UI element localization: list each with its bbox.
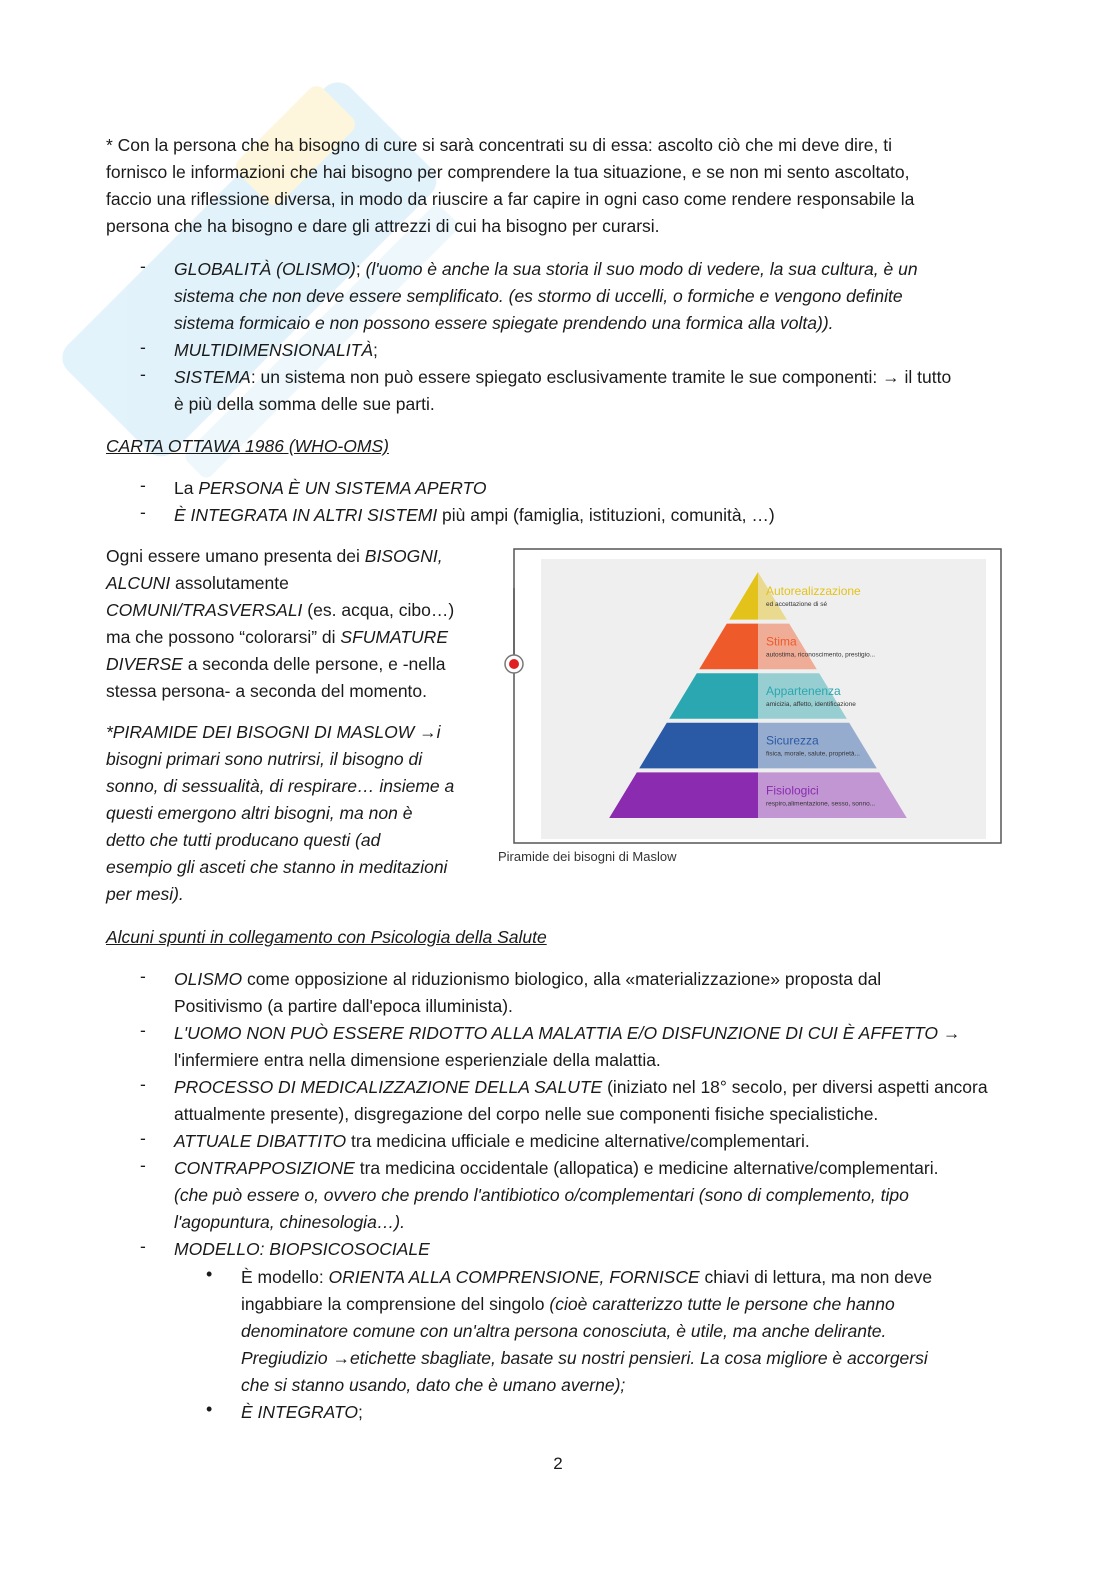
heading-carta-ottawa: CARTA OTTAWA 1986 (WHO-OMS)	[106, 436, 389, 456]
intro-line-2: fornisco le informazioni che hai bisogno per comprendere la tua situazione, e se non mi sento ascoltato,	[106, 162, 910, 182]
uomo-malattia-text-2: l'infermiere entra nella dimensione esperienziale della malattia.	[174, 1050, 661, 1070]
side-line-5	[106, 651, 486, 678]
arrow-icon: →	[938, 1023, 961, 1043]
list-item-integrata	[174, 502, 1014, 529]
side-bisogni: BISOGNI	[364, 546, 438, 566]
side-comuni: COMUNI/TRASVERSALI	[106, 600, 303, 620]
pyramid-level-title: Fisiologici	[766, 783, 819, 798]
pyramid-level-title: Stima	[766, 634, 797, 649]
side-diverse: DIVERSE	[106, 654, 183, 674]
bullet-modello-line-4: Pregiudizio →etichette sbagliate, basate su nostri pensieri. La cosa migliore è accorgersi	[241, 1348, 928, 1368]
maslow-pyramid-figure	[494, 548, 1002, 844]
multi-separator: ;	[373, 340, 378, 360]
list-item-olismo	[174, 966, 1014, 993]
contrapposizione-label: CONTRAPPOSIZIONE	[174, 1158, 355, 1178]
contrapposizione-text-2: (che può essere o, ovvero che prendo l'antibiotico o/complementari (sono di complemento, tipo	[174, 1185, 909, 1205]
globalita-text-1: (l'uomo è anche la sua storia il suo modo di vedere, la sua cultura, è un	[365, 259, 918, 279]
sistema-text-1: : un sistema non può essere spiegato esclusivamente tramite le sue componenti: → il tutto	[250, 367, 952, 387]
dash-bullet: -	[140, 502, 146, 522]
integrato-sep: ;	[358, 1402, 363, 1422]
maslow-line-4: questi emergono altri bisogni, ma non è	[106, 803, 413, 823]
side-alcuni: ALCUNI	[106, 573, 171, 593]
list-item-persona-sistema-aperto	[174, 475, 1014, 502]
bullet-text: chiavi di lettura, ma non deve	[699, 1267, 933, 1287]
bullet-icon: •	[206, 1264, 213, 1284]
bullet-modello-line-2	[241, 1291, 1011, 1318]
pyramid-level-subtitle: amicizia, affetto, identificazione	[766, 701, 856, 709]
bullet-text: ingabbiare la comprensione del singolo	[241, 1294, 550, 1314]
sistema-label: SISTEMA	[174, 367, 251, 387]
persona-prefix: La	[174, 478, 199, 498]
bullet-integrato	[241, 1399, 1011, 1426]
maslow-line-1: *PIRAMIDE DEI BISOGNI DI MASLOW →i	[106, 722, 441, 742]
intro-line-3: faccio una riflessione diversa, in modo da riuscire a far capire in ogni caso come rendere responsabile la	[106, 189, 915, 209]
uomo-malattia-label: L'UOMO NON PUÒ ESSERE RIDOTTO ALLA MALATTIA E/O DISFUNZIONE DI CUI È AFFETTO	[174, 1023, 939, 1043]
maslow-line-2: bisogni primari sono nutrirsi, il bisogno di	[106, 749, 423, 769]
dash-bullet: -	[140, 1155, 146, 1175]
dash-bullet: -	[140, 1236, 146, 1256]
intro-line-1: * Con la persona che ha bisogno di cure si sarà concentrati su di essa: ascolto ciò che mi deve dire, ti	[106, 135, 892, 155]
dibattito-text: tra medicina ufficiale e medicine alternative/complementari.	[346, 1131, 810, 1151]
bullet-modello-line-3: denominatore comune con un'altra persona conosciuta, è utile, ma anche delirante.	[241, 1321, 887, 1341]
list-item-dibattito	[174, 1128, 1014, 1155]
olismo-text-1: come opposizione al riduzionismo biologico, alla «materializzazione» proposta dal	[242, 969, 882, 989]
globalita-separator: ;	[355, 259, 366, 279]
page-number: 2	[553, 1454, 563, 1473]
pyramid-level-title: Autorealizzazione	[766, 583, 861, 598]
persona-sistema-aperto: PERSONA È UN SISTEMA APERTO	[198, 478, 487, 498]
figure-pin-icon	[509, 659, 519, 669]
bullet-text: È modello:	[241, 1267, 329, 1287]
dibattito-label: ATTUALE DIBATTITO	[174, 1131, 347, 1151]
bullet-text-italic: (cioè caratterizzo tutte le persone che hanno	[549, 1294, 895, 1314]
contrapposizione-text-3: l'agopuntura, chinesologia…).	[174, 1212, 405, 1232]
medicalizzazione-label: PROCESSO DI MEDICALIZZAZIONE DELLA SALUTE	[174, 1077, 603, 1097]
list-item-globalita	[174, 256, 1014, 283]
maslow-line-5: detto che tutti producano questi (ad	[106, 830, 381, 850]
list-item-uomo-malattia	[174, 1020, 1014, 1047]
pyramid-level-subtitle: fisica, morale, salute, proprietà...	[766, 750, 860, 758]
side-line-4	[106, 624, 486, 651]
dash-bullet: -	[140, 256, 146, 276]
dash-bullet: -	[140, 966, 146, 986]
dash-bullet: -	[140, 1074, 146, 1094]
side-comma: ,	[437, 546, 443, 566]
globalita-text-3: sistema formicaio e non possono essere spiegate prendendo una formica alla volta)).	[174, 313, 834, 333]
side-text: a seconda delle persone, e -nella	[182, 654, 446, 674]
dash-bullet: -	[140, 475, 146, 495]
pyramid-level-subtitle: respiro,alimentazione, sesso, sonno...	[766, 800, 876, 808]
integrata-rest: più ampi (famiglia, istituzioni, comunità, …)	[437, 505, 775, 525]
side-text: Ogni essere umano presenta dei	[106, 546, 365, 566]
globalita-label: GLOBALITÀ (OLISMO)	[174, 259, 356, 279]
bullet-orienta: ORIENTA ALLA COMPRENSIONE, FORNISCE	[328, 1267, 700, 1287]
list-item-contrapposizione	[174, 1155, 1014, 1182]
maslow-line-6: esempio gli asceti che stanno in meditazioni	[106, 857, 448, 877]
side-text: assolutamente	[170, 573, 289, 593]
maslow-line-7: per mesi).	[106, 884, 184, 904]
integrata-label: È INTEGRATA IN ALTRI SISTEMI	[174, 505, 438, 525]
olismo-text-2: Positivismo (a partire dall'epoca illuminista).	[174, 996, 513, 1016]
medicalizzazione-text-2: attualmente presente), disgregazione del corpo nelle sue componenti fisiche specialistiche.	[174, 1104, 879, 1124]
olismo-label: OLISMO	[174, 969, 243, 989]
list-item-medicalizzazione	[174, 1074, 1014, 1101]
bullet-modello-line-5: che si stanno usando, dato che è umano averne);	[241, 1375, 626, 1395]
pyramid-level-subtitle: autostima, riconoscimento, prestigio...	[766, 651, 876, 659]
dash-bullet: -	[140, 364, 146, 384]
globalita-text-2: sistema che non deve essere semplificato. (es stormo di uccelli, o formiche e vengono definite	[174, 286, 903, 306]
dash-bullet: -	[140, 1128, 146, 1148]
side-text: (es. acqua, cibo…)	[302, 600, 455, 620]
dash-bullet: -	[140, 1020, 146, 1040]
integrato-label: È INTEGRATO	[241, 1402, 359, 1422]
side-line-3	[106, 597, 486, 624]
list-item-multidimensionalita	[174, 337, 1014, 364]
side-sfumature: SFUMATURE	[340, 627, 448, 647]
intro-line-4: persona che ha bisogno e dare gli attrezzi di cui ha bisogno per curarsi.	[106, 216, 660, 236]
pyramid-level-title: Sicurezza	[766, 733, 819, 748]
bullet-icon: •	[206, 1399, 213, 1419]
maslow-line-3: sonno, di sessualità, di respirare… insieme a	[106, 776, 455, 796]
list-item-modello: MODELLO: BIOPSICOSOCIALE	[174, 1239, 430, 1259]
pyramid-level-subtitle: ed accettazione di sé	[766, 600, 828, 608]
pyramid-level-title: Appartenenza	[766, 684, 841, 699]
bullet-modello-line-1	[241, 1264, 1011, 1291]
dash-bullet: -	[140, 337, 146, 357]
side-line-6: stessa persona- a seconda del momento.	[106, 681, 428, 701]
heading-psicologia-salute: Alcuni spunti in collegamento con Psicologia della Salute	[106, 927, 547, 947]
multi-label: MULTIDIMENSIONALITÀ	[174, 340, 374, 360]
list-item-sistema	[174, 364, 1014, 391]
contrapposizione-text: tra medicina occidentale (allopatica) e medicine alternative/complementari.	[354, 1158, 939, 1178]
medicalizzazione-text-1: (iniziato nel 18° secolo, per diversi aspetti ancora	[602, 1077, 988, 1097]
figure-caption: Piramide dei bisogni di Maslow	[498, 849, 677, 864]
side-text: ma che possono “colorarsi” di	[106, 627, 341, 647]
sistema-text-2: è più della somma delle sue parti.	[174, 394, 435, 414]
side-line-1	[106, 543, 486, 570]
side-line-2	[106, 570, 486, 597]
